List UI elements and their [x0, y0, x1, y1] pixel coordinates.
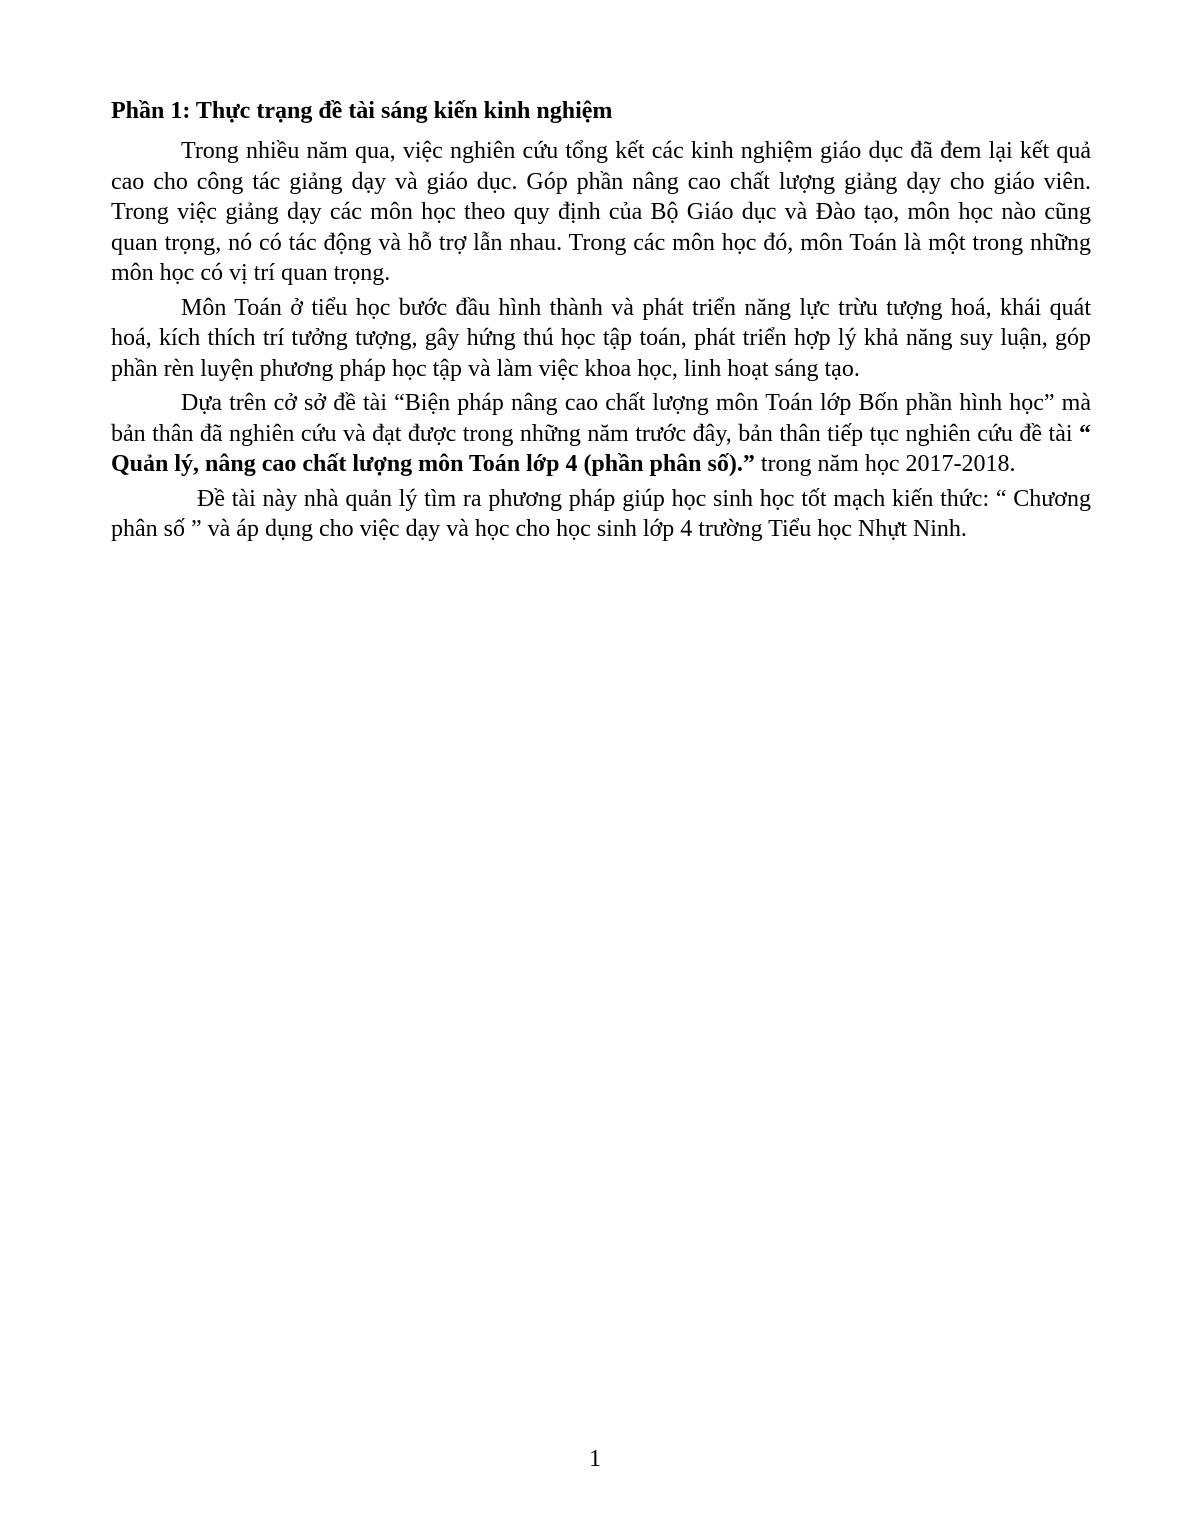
page-number: 1 [589, 1446, 601, 1472]
paragraph-1: Trong nhiều năm qua, việc nghiên cứu tổng kết các kinh nghiệm giáo dục đã đem lại kết quả cao cho công tác giảng dạy và giáo dục. Góp phần nâng cao chất lượng giảng dạy cho giáo viên. Trong việc giảng dạy các môn học theo quy định của Bộ Giáo dục và Đào tạo, môn học nào cũng quan trọng, nó có tác động và hỗ trợ lẫn nhau. Trong các môn học đó, môn Toán là một trong những môn học có vị trí quan trọng. [111, 138, 1091, 286]
paragraph-3-text: Dựa trên cở sở đề tài “Biện pháp nâng cao chất lượng môn Toán lớp Bốn phần hình học” mà bản thân đã nghiên cứu và đạt được trong những năm trước đây, bản thân tiếp tục nghiên cứu đề tài [111, 390, 1091, 447]
section-heading: Phần 1: Thực trạng đề tài sáng kiến kinh nghiệm [111, 98, 613, 124]
page-content [111, 96, 1091, 549]
paragraph-3-bold-title: “ Quản lý, nâng cao chất lượng môn Toán lớp 4 (phần phân số).” [111, 420, 1091, 477]
paragraph-3 [111, 388, 1091, 480]
paragraph-4: Đề tài này nhà quản lý tìm ra phương pháp giúp học sinh học tốt mạch kiến thức: “ Chương phân số ” và áp dụng cho việc dạy và học cho học sinh lớp 4 trường Tiểu học Nhựt Ninh. [111, 485, 1091, 542]
paragraph-2: Môn Toán ở tiểu học bước đầu hình thành và phát triển năng lực trừu tượng hoá, khái quát hoá, kích thích trí tưởng tượng, gây hứng thú học tập toán, phát triển hợp lý khả năng suy luận, góp phần rèn luyện phương pháp học tập và làm việc khoa học, linh hoạt sáng tạo. [111, 294, 1091, 382]
paragraph-3-tail: trong năm học 2017-2018. [754, 451, 1016, 477]
